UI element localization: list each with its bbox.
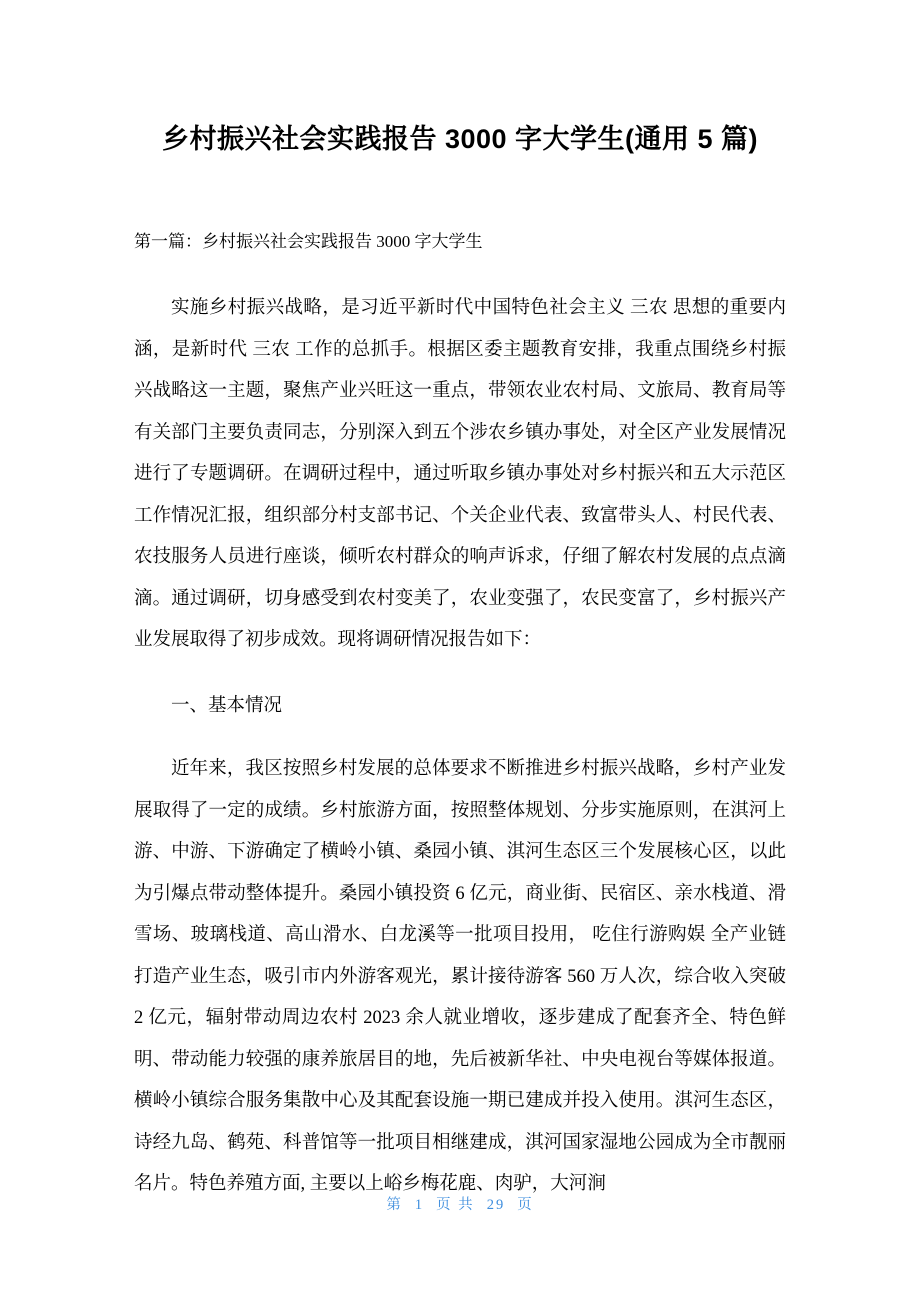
document-title: 乡村振兴社会实践报告 3000 字大学生(通用 5 篇)	[161, 124, 759, 154]
section-subtitle-first-essay: 第一篇：乡村振兴社会实践报告 3000 字大学生	[134, 232, 483, 251]
footer-label-prefix: 第	[386, 1197, 403, 1213]
heading-basic-situation: 一、基本情况	[171, 695, 283, 716]
footer-total-pages: 29	[486, 1197, 506, 1213]
footer-current-page: 1	[414, 1197, 425, 1213]
page-number-footer	[0, 1196, 920, 1214]
paragraph-introduction: 实施乡村振兴战略，是习近平新时代中国特色社会主义 三农 思想的重要内涵，是新时代 三农 工作的总抓手。根据区委主题教育安排，我重点围绕乡村振兴战略这一主题，聚焦产业兴旺这一重点，带领农业农村局、文旅局、教育局等有关部门主要负责同志，分别深入到五个涉农乡镇办事处，对全区产业发展情况进行了专题调研。在调研过程中，通过听取乡镇办事处对乡村振兴和五大示范区工作情况汇报，组织部分村支部书记、个关企业代表、致富带头人、村民代表、农技服务人员进行座谈，倾听农村群众的响声诉求，仔细了解农村发展的点点滴滴。通过调研，切身感受到农村变美了，农业变强了，农民变富了，乡村振兴产业发展取得了初步成效。现将调研情况报告如下：	[134, 298, 786, 650]
paragraph-basic-situation: 近年来，我区按照乡村发展的总体要求不断推进乡村振兴战略，乡村产业发展取得了一定的成绩。乡村旅游方面，按照整体规划、分步实施原则，在淇河上游、中游、下游确定了横岭小镇、桑园小镇、淇河生态区三个发展核心区，以此为引爆点带动整体提升。桑园小镇投资 6 亿元，商业街、民宿区、亲水栈道、滑雪场、玻璃栈道、高山滑水、白龙溪等一批项目投用， 吃住行游购娱 全产业链打造产业生态，吸引市内外游客观光，累计接待游客 560 万人次，综合收入突破 2 亿元，辐射带动周边农村 2023 余人就业增收，逐步建成了配套齐全、特色鲜明、带动能力较强的康养旅居目的地，先后被新华社、中央电视台等媒体报道。横岭小镇综合服务集散中心及其配套设施一期已建成并投入使用。淇河生态区，诗经九岛、鹤苑、科普馆等一批项目相继建成，淇河国家湿地公园成为全市靓丽名片。特色养殖方面, 主要以上峪乡梅花鹿、肉驴，大河涧	[134, 759, 786, 1194]
footer-label-middle: 页 共	[436, 1197, 475, 1213]
footer-label-suffix: 页	[517, 1197, 534, 1213]
